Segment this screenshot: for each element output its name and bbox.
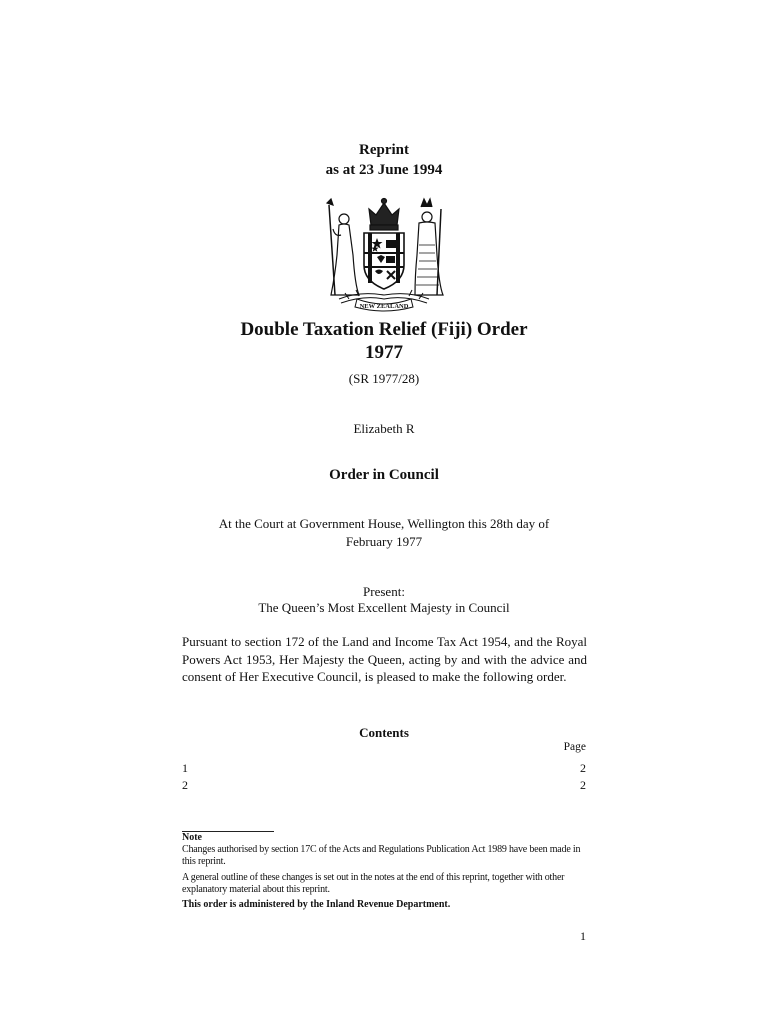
crest-banner: NEW ZEALAND (359, 303, 409, 310)
note-changes-text: Changes authorised by section 17C of the Acts and Regulations Publication Act 1989 have been made in this reprint. (182, 844, 581, 867)
contents-row[interactable] (182, 777, 586, 793)
contents-item-number: 1 (182, 761, 188, 775)
note-outline-text: A general outline of these changes is set out in the notes at the end of this reprint, together with other explanatory material about this reprint. (182, 872, 565, 895)
reprint-label: Reprint (359, 142, 409, 158)
contents-item-page: 2 (580, 761, 586, 775)
coat-of-arms (319, 195, 449, 313)
court-line-2: February 1977 (345, 534, 423, 549)
contents-heading: Contents (359, 725, 409, 740)
contents-item-page: 2 (580, 778, 586, 792)
court-line-1: At the Court at Government House, Wellington this 28th day of (218, 516, 550, 531)
new-zealand-coat-of-arms-icon (319, 195, 449, 313)
court-statement (184, 515, 584, 551)
sr-reference: (SR 1977/28) (348, 371, 420, 386)
present-label: Present: (363, 584, 405, 599)
preamble-paragraph: Pursuant to section 172 of the Land and Income Tax Act 1954, and the Royal Powers Act 1953, Her Majesty the Queen, acting by and with the advice and consent of Her Executive Council, is pleased to make the following order. (182, 634, 587, 684)
reprint-date: as at 23 June 1994 (325, 162, 443, 178)
order-in-council-heading: Order in Council (329, 467, 439, 483)
page-number: 1 (580, 929, 586, 943)
present-body: The Queen’s Most Excellent Majesty in Council (258, 600, 510, 615)
sovereign-signature: Elizabeth R (353, 421, 415, 436)
contents-item-number: 2 (182, 778, 188, 792)
note-heading: Note (182, 832, 202, 843)
contents-page-label: Page (563, 741, 586, 753)
order-title: Double Taxation Relief (Fiji) Order (240, 319, 528, 340)
contents-row[interactable] (182, 760, 586, 776)
administering-department: This order is administered by the Inland Revenue Department. (182, 899, 451, 910)
order-title-year: 1977 (365, 342, 403, 363)
